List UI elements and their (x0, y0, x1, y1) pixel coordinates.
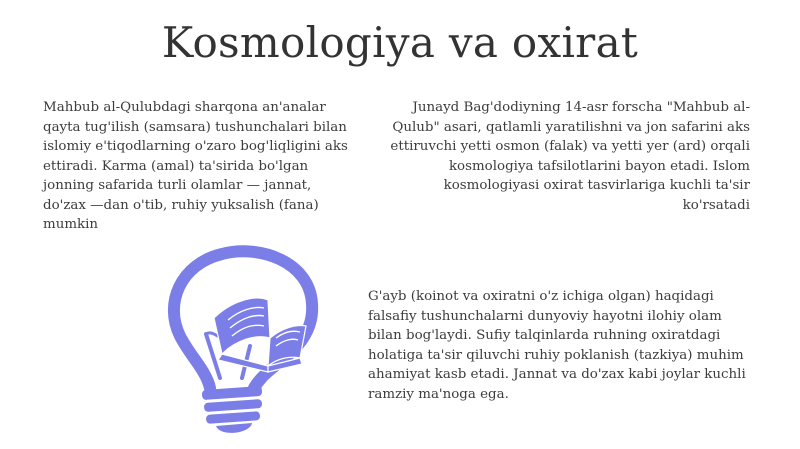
paragraph-ghayb: G'ayb (koinot va oxiratni o'z ichiga olgan) haqidagi falsafiy tushunchalarni dunyoviy hayotni ilohiy olam bilan bog'laydi. Sufiy talqinlarda ruhning oxiratdagi holatiga ta'sir qiluvchi ruhiy poklanish (tazkiya) muhim ahamiyat kasb etadi. Jannat va do'zax kabi joylar kuchli ramziy ma'noga ega. (368, 289, 746, 402)
slide-title: Kosmologiya va oxirat (161, 18, 639, 67)
lightbulb-book-icon (150, 238, 330, 443)
paragraph-cosmology: Junayd Bag'dodiyning 14-asr forscha "Mahbub al-Qulub" asari, qatlamli yaratilishni va jon safarini aks ettiruvchi yetti osmon (falak) va yetti yer (ard) orqali kosmologiya tafsilotlarini bayon etadi. Islom kosmologiyasi oxirat tasvirlariga kuchli ta'sir ko'rsatadi (390, 100, 750, 213)
paragraph-samsara: Mahbub al-Qulubdagi sharqona an'analar qayta tug'ilish (samsara) tushunchalari bilan islomiy e'tiqodlarning o'zaro bog'liqligini aks ettiradi. Karma (amal) ta'sirida bo'lgan jonning safarida turli olamlar — jannat, do'zax —dan o'tib, ruhiy yuksalish (fana) mumkin (43, 100, 348, 232)
